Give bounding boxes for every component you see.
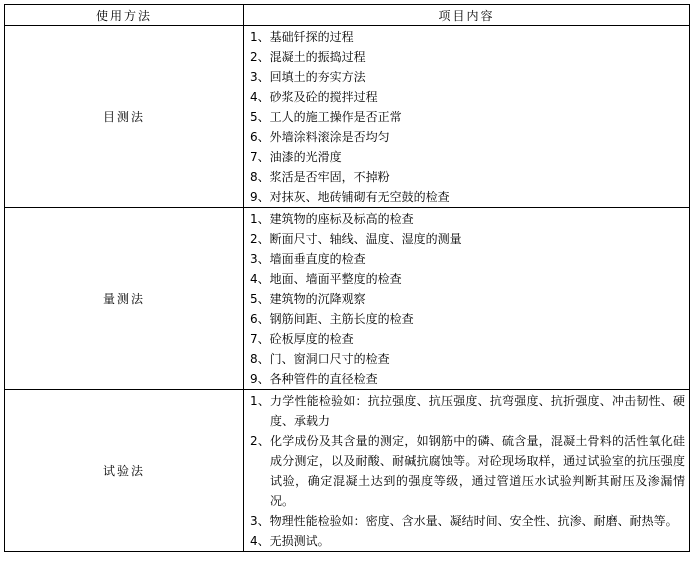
list-item: 3、墙面垂直度的检查 [250, 252, 366, 266]
list-item: 4、地面、墙面平整度的检查 [250, 272, 402, 286]
list-item: 1、力学性能检验如：抗拉强度、抗压强度、抗弯强度、抗折强度、冲击韧性、硬度、承载力 [250, 394, 685, 428]
method-test: 试验法 [5, 390, 244, 552]
list-item: 2、断面尺寸、轴线、温度、湿度的测量 [250, 232, 462, 246]
table-row-measure [5, 208, 690, 390]
table-row-visual [5, 26, 690, 208]
method-visual: 目测法 [5, 26, 244, 208]
list-item: 2、化学成份及其含量的测定，如钢筋中的磷、硫含量，混凝土骨料的活性氧化硅成分测定，以及耐酸、耐碱抗腐蚀等。对砼现场取样，通过试验室的抗压强度试验，确定混凝土达到的强度等级，通过管道压水试验判断其耐压及渗漏情况。 [250, 434, 685, 508]
list-item: 7、油漆的光滑度 [250, 150, 342, 164]
table-row-test [5, 390, 690, 552]
inspection-methods-table [4, 4, 690, 552]
content-measure [244, 208, 690, 390]
list-item: 8、门、窗洞口尺寸的检查 [250, 352, 390, 366]
list-item: 1、基础钎探的过程 [250, 30, 354, 44]
header-content: 项目内容 [244, 5, 690, 26]
list-item: 3、物理性能检验如：密度、含水量、凝结时间、安全性、抗渗、耐磨、耐热等。 [250, 514, 678, 528]
list-item: 6、外墙涂料滚涂是否均匀 [250, 130, 390, 144]
list-item: 8、浆活是否牢固，不掉粉 [250, 170, 390, 184]
list-item: 6、钢筋间距、主筋长度的检查 [250, 312, 414, 326]
list-item: 9、各种管件的直径检查 [250, 372, 378, 386]
list-item: 9、对抹灰、地砖铺砌有无空鼓的检查 [250, 190, 450, 204]
list-item: 4、无损测试。 [250, 534, 330, 548]
list-item: 7、砼板厚度的检查 [250, 332, 354, 346]
table-header-row [5, 5, 690, 26]
list-item: 5、工人的施工操作是否正常 [250, 110, 402, 124]
list-item: 1、建筑物的座标及标高的检查 [250, 212, 414, 226]
list-item: 3、回填土的夯实方法 [250, 70, 366, 84]
method-measure: 量测法 [5, 208, 244, 390]
content-test [244, 390, 690, 552]
list-item: 2、混凝土的振捣过程 [250, 50, 366, 64]
list-item: 5、建筑物的沉降观察 [250, 292, 366, 306]
header-method: 使用方法 [5, 5, 244, 26]
list-item: 4、砂浆及砼的搅拌过程 [250, 90, 378, 104]
content-visual [244, 26, 690, 208]
inspection-methods-table-wrapper [4, 4, 689, 552]
